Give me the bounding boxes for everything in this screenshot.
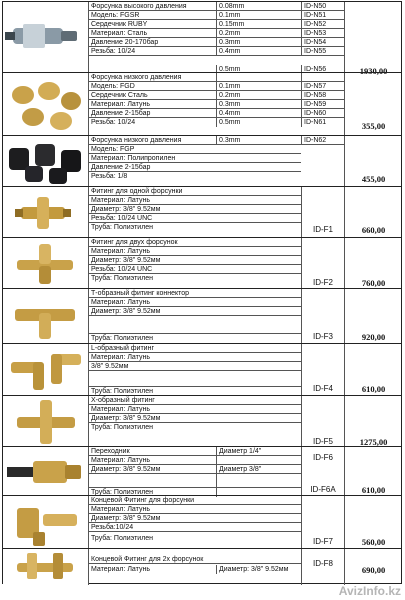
product-code: ID-F5 [313,437,333,446]
fitting-cross-icon [3,396,89,448]
spec-row [89,474,216,488]
spec-row: Материал: Латунь [89,353,301,362]
price-value: 1275,00 [359,437,388,447]
spec-row: Давление 2-15бар [89,163,301,172]
spec-row: Труба: Полиэтилен [91,224,154,231]
spec-row: Труба: Полиэтилен [91,489,154,496]
end-fitting-double-icon [3,549,89,585]
orifice-size: 0.4mm [216,109,301,118]
spec-row: Труба: Полиэтилен [91,388,154,395]
orifice-size [216,73,301,82]
nozzle-brass-icon [3,73,89,137]
orifice-size: 0.3mm [216,100,301,109]
product-code: ID-N57 [301,82,344,91]
price-cell [344,136,402,188]
orifice-size: 0.15mm [216,20,301,29]
spec-row: Резьба: 10/24 [89,47,216,56]
product-code: ID-F8 [313,559,333,568]
spec-row: Давление 2-15бар [89,109,216,118]
adapter-icon [3,447,89,497]
price-cell [344,496,402,550]
price-value: 610,00 [361,384,386,394]
price-value: 660,00 [361,225,386,235]
price-cell [344,238,402,290]
product-code: ID-F7 [313,537,333,546]
product-code: ID-N60 [301,109,344,118]
watermark: AvizInfo.kz [338,584,401,598]
product-code: ID-N54 [301,38,344,47]
end-fitting-icon [3,496,89,550]
orifice-size: 0.4mm [216,47,301,56]
spec-row: Диаметр: 3/8" 9.52мм [89,256,301,265]
product-photo-fitting-double [3,238,89,290]
price-cell [344,2,402,74]
product-code-cell [301,187,344,239]
fitting-tee-brass-icon [3,238,89,290]
spec-row: Давление 20-170бар [89,38,216,47]
product-code: ID-N61 [301,118,344,127]
spec-row: Труба: Полиэтилен [91,535,154,542]
spec-row: Резьба:10/24 [89,523,301,532]
product-code: ID-N58 [301,91,344,100]
spec-row: Материал: Сталь [89,29,216,38]
product-photo-fitting-cross [3,396,89,448]
product-code-cell [301,447,344,497]
spec-row: Сердечник Сталь [89,91,216,100]
product-section-nozzle-polypropylene [2,135,402,187]
product-photo-nozzle-brass [3,73,89,137]
nozzle-black-icon [3,136,89,188]
spec-row: Форсунка высокого давления [89,2,216,11]
price-value: 1930,00 [359,66,388,76]
price-cell [344,447,402,497]
spec-row: Труба: Полиэтилен [91,275,154,282]
spec-row: Форсунка низкого давления [89,136,216,145]
fitting-tee-icon [3,289,89,345]
spec-diameter [216,456,301,465]
spec-row: L-образный фитинг [89,344,301,353]
spec-row: Материал: Латунь [89,405,301,414]
product-section-end-fitting [2,495,402,549]
price-value: 455,00 [361,174,386,184]
product-code: ID-N51 [301,11,344,20]
spec-diameter [216,474,301,488]
spec-row: Х-образный фитинг [89,396,301,405]
spec-row: Т-образный фитинг коннектор [89,289,301,298]
orifice-size: 0.2mm [216,29,301,38]
product-code: ID-N52 [301,20,344,29]
orifice-size: 0.1mm [216,82,301,91]
product-code-cell [301,344,344,397]
price-cell [344,73,402,137]
product-photo-adapter [3,447,89,497]
spec-row: Концевой Фитинг для форсунки [89,496,301,505]
spec-row: Материал: Латунь [89,505,301,514]
product-section-fitting-cross [2,395,402,447]
price-value: 560,00 [361,537,386,547]
product-code-cell [301,238,344,290]
product-section-fitting-elbow [2,343,402,396]
nozzle-steel-icon [3,2,89,74]
price-value: 760,00 [361,278,386,288]
spec-row: Резьба: 10/24 [91,119,136,126]
spec-diameter: Диаметр: 3/8" 9.52мм [216,565,301,574]
product-code-cell [301,549,344,585]
product-code: ID-N59 [301,100,344,109]
fitting-elbow-icon [3,344,89,397]
spec-row: Труба: Полиэтилен [91,335,154,342]
spec-row: Материал: Латунь [89,456,216,465]
product-photo-fitting-elbow [3,344,89,397]
spec-row: Диаметр: 3/8" 9.52мм [89,414,301,423]
product-photo-nozzle [3,2,89,74]
product-section-nozzle-low-pressure-brass [2,72,402,136]
spec-row [89,316,301,334]
price-value: 610,00 [361,485,386,495]
product-code: ID-F1 [313,225,333,234]
product-code-cell [301,396,344,448]
price-value: 690,00 [361,565,386,575]
product-code: ID-N55 [301,47,344,56]
product-code-cell [301,289,344,345]
product-section-fitting-single [2,186,402,238]
spec-row: Концевой Фитинг для 2х форсунок [89,555,301,564]
spec-row: Материал: Латунь [89,100,216,109]
product-photo-fitting-tee [3,289,89,345]
orifice-size: 0.1mm [216,11,301,20]
spec-row: Материал: Полипропилен [89,154,301,163]
product-code: ID-F6 [313,453,333,462]
spec-row: Труба: Полиэтилен [91,424,154,431]
product-code: ID-F6A [310,485,336,494]
spec-row: Резьба: 10/24 UNC [89,214,301,223]
product-section-adapter [2,446,402,496]
product-code: ID-N62 [301,136,344,145]
spec-diameter: Диаметр 3/8" [216,465,301,474]
product-section-fitting-tee [2,288,402,344]
price-cell [344,289,402,345]
spec-row: Модель: FGSR [89,11,216,20]
orifice-size: 0.2mm [216,91,301,100]
product-code: ID-F4 [313,384,333,393]
spec-row: Материал: Латунь [89,298,301,307]
price-table [2,2,402,584]
product-section-nozzle-high-pressure [2,1,402,76]
product-code: ID-N53 [301,29,344,38]
price-cell [344,396,402,448]
spec-row: 3/8" 9.52мм [89,362,301,371]
price-value: 920,00 [361,332,386,342]
spec-row: Диаметр: 3/8" 9.52мм [89,514,301,523]
orifice-size: 0.3mm [216,38,301,47]
orifice-size: 0.3mm [216,136,301,145]
spec-row: Фитинг для одной форсунки [89,187,301,196]
fitting-brass-icon [3,187,89,239]
orifice-size: 0.08mm [216,2,301,11]
spec-row [89,371,301,387]
orifice-size: 0.5mm [216,65,301,74]
product-code: ID-F3 [313,332,333,341]
price-value: 355,00 [361,121,386,131]
product-photo-nozzle-black [3,136,89,188]
product-photo-end-fitting-double [3,549,89,585]
price-cell [344,549,402,585]
spec-diameter: Диаметр 1/4" [216,447,301,456]
product-section-end-fitting-double [2,548,402,584]
spec-row: Диаметр: 3/8" 9.52мм [89,205,301,214]
spec-row: Форсунка низкого давления [89,73,216,82]
spec-row: Диаметр: 3/8" 9.52мм [89,307,301,316]
spec-row: Модель: FGD [89,82,216,91]
product-section-fitting-double [2,237,402,289]
spec-row: Материал: Латунь [89,247,301,256]
spec-row: Фитинг для двух форсунок [89,238,301,247]
spec-row: Резьба: 1/8 [91,173,128,180]
spec-row: Диаметр: 3/8" 9.52мм [89,465,216,474]
spec-row: Сердечник RUBY [89,20,216,29]
spec-row: Модель: FGP [89,145,301,154]
spec-row: Переходник [89,447,216,456]
product-code [301,73,344,82]
product-code: ID-N56 [301,65,344,74]
product-photo-fitting-single [3,187,89,239]
product-code: ID-F2 [313,278,333,287]
price-cell [344,344,402,397]
spec-row: Материал: Латунь [89,196,301,205]
orifice-size: 0.5mm [216,118,301,127]
product-code: ID-N50 [301,2,344,11]
product-code-cell [301,496,344,550]
spec-row: Материал: Латунь [91,566,150,573]
product-photo-end-fitting [3,496,89,550]
spec-row: Резьба: 10/24 UNC [89,265,301,274]
price-cell [344,187,402,239]
